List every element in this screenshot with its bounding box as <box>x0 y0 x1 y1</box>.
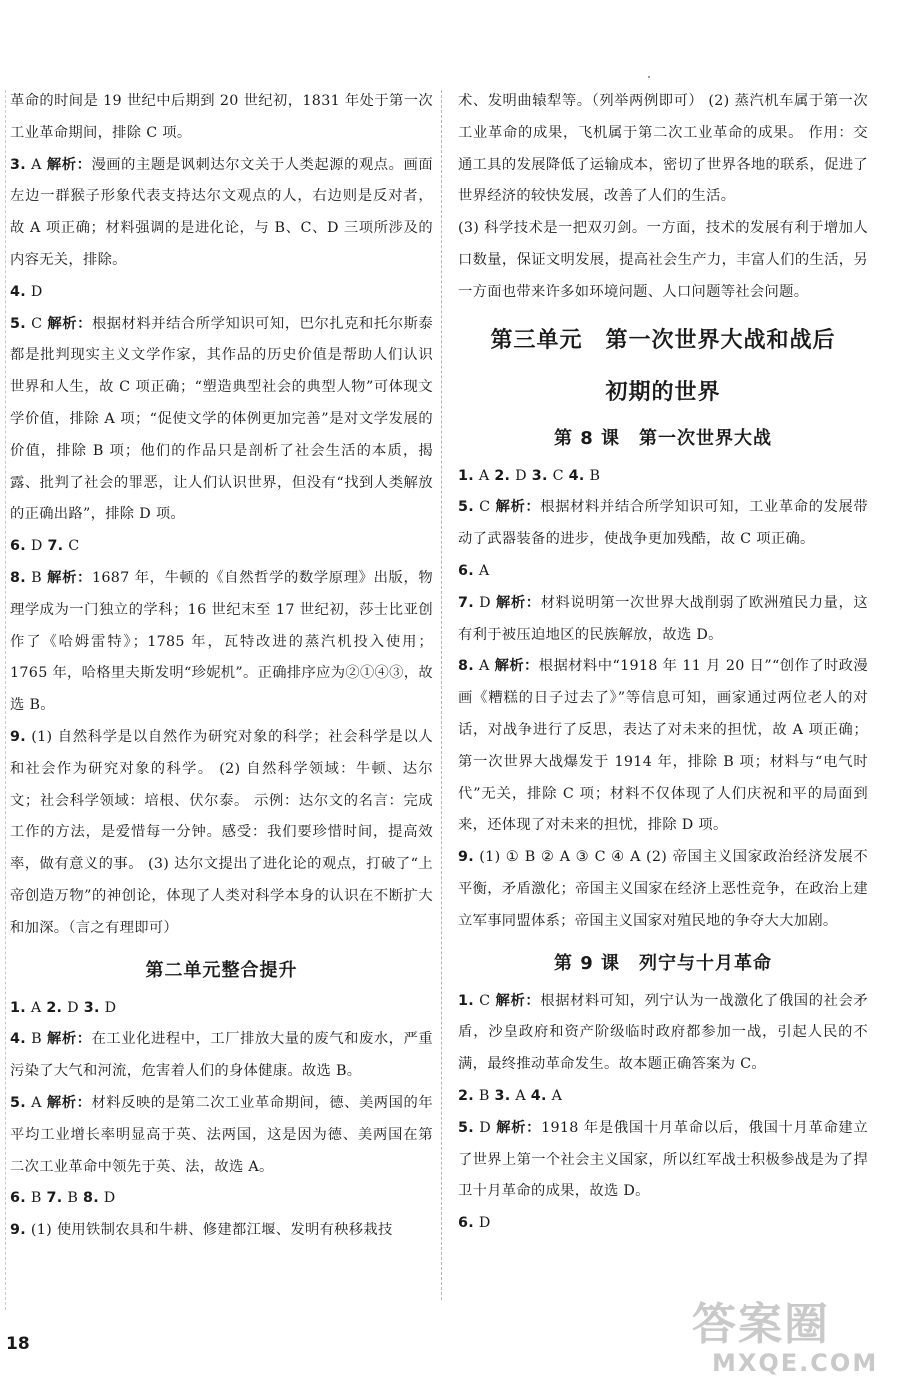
page-number: 18 <box>6 1334 30 1354</box>
answer-item <box>458 556 868 588</box>
answer-item <box>10 563 433 722</box>
answer-choice: D <box>25 538 48 555</box>
section-title: 第 8 课 第一次世界大战 <box>553 427 773 449</box>
unit-title: 第三单元 第一次世界大战和战后 <box>490 327 836 353</box>
analysis-text: 材料反映的是第二次工业革命期间，德、美两国的年平均工业增长率明显高于英、法两国，这是因为德、美两国在第二次工业革命中领先于英、法，故选 A。 <box>10 1094 433 1175</box>
left-margin-rule <box>5 90 6 1310</box>
analysis-text: 根据材料并结合所学知识可知，巴尔扎克和托尔斯泰都是批判现实主义文学作家，其作品的历史价值是帮助人们认识世界和人生，故 C 项正确；“塑造典型社会的典型人物”可体现文学价值，排除 A 项；“促使文学的体例更加完善”是对文学发展的价值，排除 B 项；他们的作品只是剖析了社会生活的本质，揭露、批判了社会的罪恶，让人们认识世界，但没有“找到人类解放的正确出路”，排除 D 项。 <box>10 315 433 523</box>
question-number: 8. <box>82 1190 99 1207</box>
answer-choice: B <box>25 1031 47 1048</box>
answer-choice: B <box>473 1087 495 1104</box>
answer-choice: (1) 使用铁制农具和牛耕、修建都江堰、发明有秧移栽技 <box>25 1222 393 1239</box>
question-number: 9. <box>10 728 26 745</box>
watermark-top-text: 答案圈 <box>692 1299 830 1350</box>
answer-choice: A <box>25 156 47 173</box>
analysis-label: 解析： <box>46 1094 92 1111</box>
analysis-text: 在工业化进程中，工厂排放大量的废气和废水，严重污染了大气和河流，危害着人们的身体健康。故选 B。 <box>10 1031 433 1080</box>
answer-item <box>458 492 868 556</box>
answer-item <box>10 1183 433 1215</box>
answer-item <box>10 531 433 563</box>
answer-choice: D <box>510 467 532 484</box>
analysis-label: 解析： <box>494 658 539 675</box>
answer-item <box>10 1215 433 1247</box>
analysis-label: 解析： <box>495 992 541 1009</box>
question-number: 4. <box>10 283 26 300</box>
answer-choice: A <box>473 562 490 579</box>
answer-item <box>458 1208 868 1240</box>
answer-choice: C <box>473 499 496 516</box>
question-number: 1. <box>458 467 474 484</box>
answer-item <box>10 993 433 1025</box>
watermark-logo <box>692 1300 892 1382</box>
answer-choice: D <box>473 1215 491 1232</box>
answer-choice: A <box>546 1087 563 1104</box>
answer-choice: C <box>63 538 80 555</box>
question-number: 4. <box>530 1087 547 1104</box>
answer-choice: C <box>25 315 48 332</box>
question-number: 4. <box>10 1031 26 1048</box>
answer-item <box>10 1088 433 1183</box>
right-column <box>458 86 868 1240</box>
analysis-label: 解析： <box>47 315 92 332</box>
answer-choice: A <box>510 1087 531 1104</box>
question-number: 6. <box>458 562 474 579</box>
answer-choice: D <box>473 594 497 611</box>
question-number: 3. <box>494 1087 511 1104</box>
question-number: 8. <box>10 569 26 586</box>
analysis-text: 漫画的主题是讽刺达尔文关于人类起源的观点。画面左边一群猴子形象代表支持达尔文观点的人，右边则是反对者，故 A 项正确；材料强调的是进化论，与 B、C、D 三项所涉及的内容无关，排除。 <box>10 156 433 268</box>
question-number: 5. <box>458 1119 474 1136</box>
answer-choice: C <box>547 467 569 484</box>
answer-choice: C <box>473 992 496 1009</box>
answer-choice: B <box>25 569 48 586</box>
answer-choice: A <box>25 999 47 1016</box>
watermark-bottom-text: MXQE.COM <box>712 1349 879 1377</box>
answer-item <box>458 986 868 1081</box>
answer-choice: D <box>99 999 117 1016</box>
question-number: 9. <box>10 1222 26 1239</box>
answer-choice: D <box>98 1190 116 1207</box>
question-number: 8. <box>458 658 474 675</box>
column-divider <box>441 90 442 1300</box>
question-number: 7. <box>47 538 64 555</box>
question-number: 2. <box>494 467 511 484</box>
answer-paragraph: 术、发明曲辕犁等。（列举两例即可） (2) 蒸汽机车属于第一次工业革命的成果，飞机属于第二次工业革命的成果。 作用：交通工具的发展降低了运输成本，密切了世界各地的联系，促进了世界经济的较快发展，改善了人们的生活。 <box>458 93 868 205</box>
answer-item <box>458 461 868 493</box>
unit-title-line2: 初期的世界 <box>605 379 721 405</box>
answer-paragraph: (3) 科学技术是一把双刃剑。一方面，技术的发展有利于增加人口数量，保证文明发展，提高社会生产力，丰富人们的生活，另一方面也带来许多如环境问题、人口问题等社会问题。 <box>458 220 868 300</box>
question-number: 3. <box>531 467 548 484</box>
question-number: 1. <box>10 999 26 1016</box>
question-number: 5. <box>458 499 474 516</box>
answer-choice: A <box>25 1094 47 1111</box>
answer-item <box>458 1113 868 1208</box>
question-number: 1. <box>458 992 474 1009</box>
analysis-label: 解析： <box>495 499 541 516</box>
analysis-text: 1918 年是俄国十月革命以后，俄国十月革命建立了世界上第一个社会主义国家，所以红军战士积极参战是为了捍卫十月革命的成果，故选 D。 <box>458 1119 868 1200</box>
question-number: 6. <box>10 538 26 555</box>
question-number: 6. <box>458 1215 474 1232</box>
answer-paragraph: 革命的时间是 19 世纪中后期到 20 世纪初，1831 年处于第一次工业革命期间，排除 C 项。 <box>10 93 433 141</box>
analysis-label: 解析： <box>46 156 92 173</box>
analysis-text: 材料说明第一次世界大战削弱了欧洲殖民力量，这有利于被压迫地区的民族解放，故选 D。 <box>458 594 868 643</box>
analysis-label: 解析： <box>47 569 92 586</box>
question-number: 4. <box>568 467 585 484</box>
question-number: 6. <box>10 1190 26 1207</box>
left-column <box>10 86 433 1247</box>
analysis-text: 根据材料并结合所学知识可知，工业革命的发展带动了武器装备的进步，使战争更加残酷，故 C 项正确。 <box>458 499 868 548</box>
answer-item <box>458 651 868 842</box>
analysis-text: 根据材料可知，列宁认为一战激化了俄国的社会矛盾，沙皇政府和资产阶级临时政府都参加一战，引起人民的不满，最终推动革命发生。故本题正确答案为 C。 <box>458 992 868 1073</box>
section-title: 第二单元整合提升 <box>145 959 298 981</box>
answer-choice: (1) 自然科学是以自然作为研究对象的科学；社会科学是以人和社会作为研究对象的科学。 (2) 自然科学领域：牛顿、达尔文；社会科学领域：培根、伏尔泰。 示例：达尔文的名言：完成工作的方法，是爱惜每一分钟。感受：我们要珍惜时间，提高效率，做有意义的事。 (3) 达尔文提出了进化论的观点，打破了“上帝创造万物”的神创论，体现了人类对科学本身的认识在不断扩大和加深。（言之有理即可） <box>10 728 433 936</box>
answer-choice: D <box>62 999 84 1016</box>
answer-item <box>10 150 433 277</box>
analysis-label: 解析： <box>47 1031 92 1048</box>
analysis-label: 解析： <box>496 594 541 611</box>
section-title: 第 9 课 列宁与十月革命 <box>553 952 773 974</box>
analysis-text: 根据材料中“1918 年 11 月 20 日”“创作了时政漫画《糟糕的日子过去了》”等信息可知，画家通过两位老人的对话，对战争进行了反思，表达了对未来的担忧，故 A 项正确；第一次世界大战爆发于 1914 年，排除 B 项；材料与“电气时代”无关，排除 C 项；材料不仅体现了人们庆祝和平的局面到来，还体现了对未来的担忧，排除 D 项。 <box>458 658 868 834</box>
question-number: 2. <box>458 1087 474 1104</box>
answer-choice: A <box>473 658 495 675</box>
answer-choice: B <box>584 467 601 484</box>
print-mark <box>648 76 650 78</box>
question-number: 5. <box>10 315 26 332</box>
answer-item <box>10 309 433 532</box>
question-number: 7. <box>458 594 474 611</box>
answer-item <box>10 1024 433 1088</box>
answer-item <box>458 842 868 937</box>
question-number: 5. <box>10 1094 26 1111</box>
question-number: 7. <box>46 1190 63 1207</box>
question-number: 3. <box>83 999 100 1016</box>
answer-item <box>458 1081 868 1113</box>
question-number: 2. <box>46 999 63 1016</box>
question-number: 3. <box>10 156 26 173</box>
answer-choice: D <box>25 283 43 300</box>
answer-choice: B <box>62 1190 83 1207</box>
answer-choice: (1) ① B ② A ③ C ④ A (2) 帝国主义国家政治经济发展不平衡，矛盾激化；帝国主义国家在经济上恶性竞争，在政治上建立军事同盟体系；帝国主义国家对殖民地的争夺大大加剧。 <box>458 849 868 929</box>
analysis-text: 1687 年，牛顿的《自然哲学的数学原理》出版，物理学成为一门独立的学科；16 世纪末至 17 世纪初，莎士比亚创作了《哈姆雷特》；1785 年，瓦特改进的蒸汽机投入使用；1765 年，哈格里夫斯发明“珍妮机”。正确排序应为②①④③，故选 B。 <box>10 569 433 714</box>
answer-item <box>10 277 433 309</box>
question-number: 9. <box>458 849 474 866</box>
analysis-label: 解析： <box>496 1119 542 1136</box>
answer-item <box>10 722 433 945</box>
answer-choice: A <box>473 467 495 484</box>
answer-item <box>458 588 868 652</box>
answer-choice: D <box>473 1119 497 1136</box>
answer-choice: B <box>25 1190 47 1207</box>
